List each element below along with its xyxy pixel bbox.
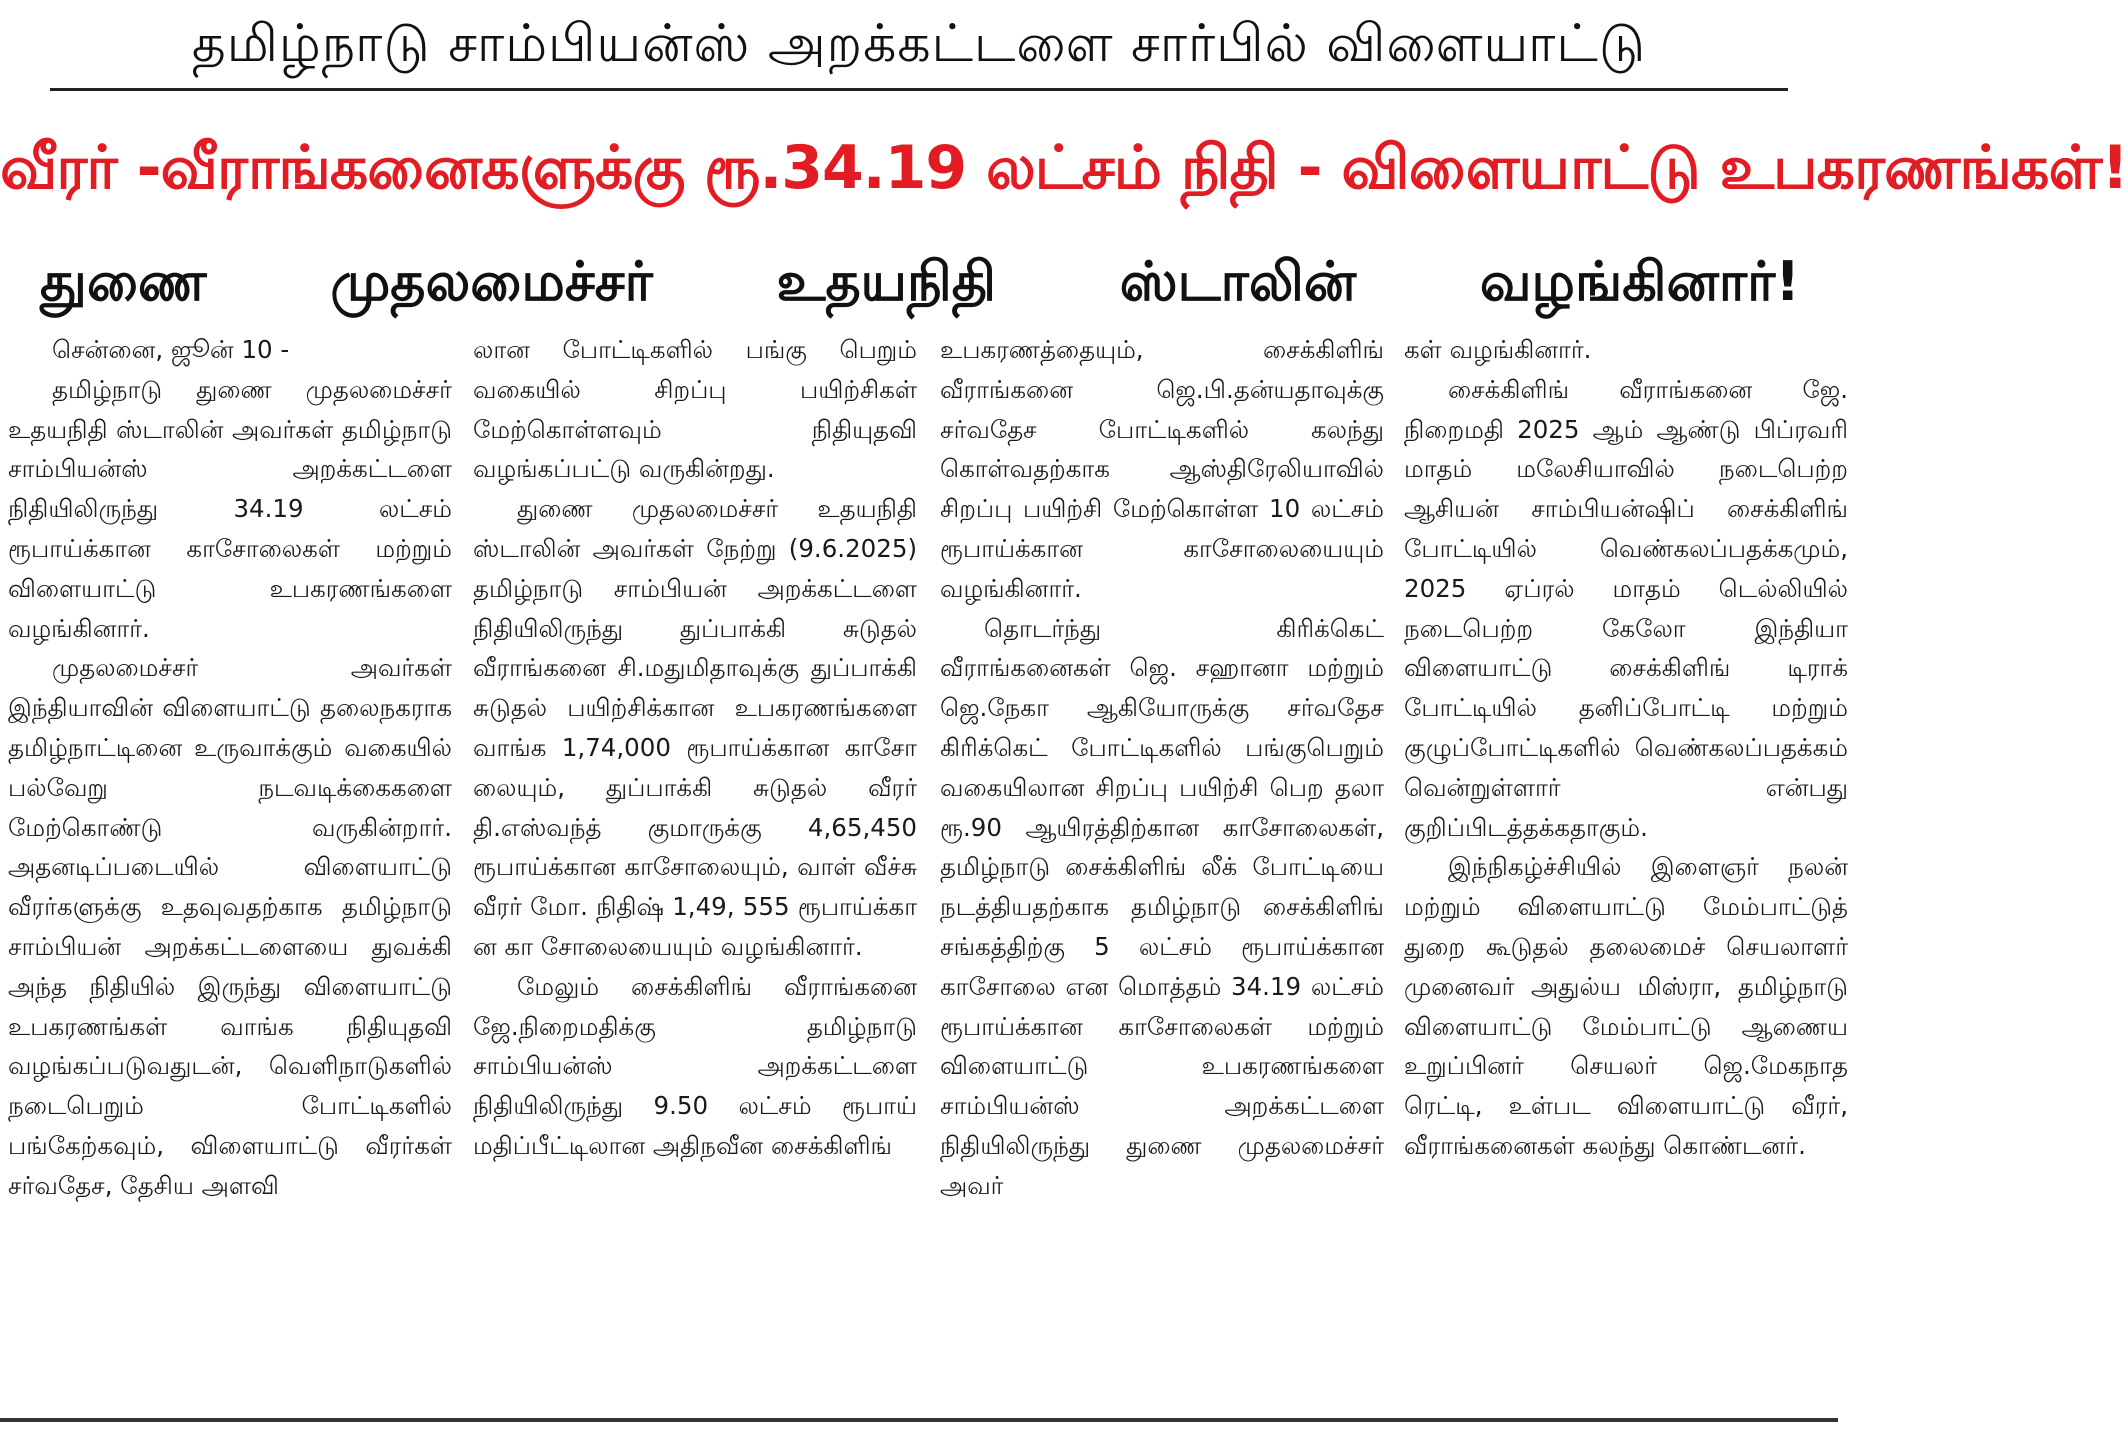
paragraph: இந்நிகழ்ச்சியில் இளைஞர் நலன் மற்றும் விளையாட்டு மேம்பாட்டுத் துறை கூடுதல் தலைமைச் செயலாளர் முனைவர் அதுல்ய மிஸ்ரா, தமிழ்நாடு விளையாட்டு மேம்பாட்டு ஆணைய உறுப்பினர் செயலர் ஜெ.மேகநாத ரெட்டி, உள்பட விளையாட்டு வீரர், வீராங்கனைகள் கலந்து கொண்டனர். bbox=[1404, 852, 1848, 1160]
paragraph: துணை முதலமைச்சர் உதயநிதி ஸ்டாலின் அவர்கள் நேற்று (9.6.2025) தமிழ்நாடு சாம்பியன் அறக்கட்டளை நிதியிலிருந்து துப்பாக்கி சுடுதல் வீராங்கனை சி.மதுமிதாவுக்கு துப்பாக்கி சுடுதல் பயிற்சிக்கான உபகரணங்களை வாங்க 1,74,000 ரூபாய்க்கான காசோ லையும், துப்பாக்கி சுடுதல் வீரர் தி.எஸ்வந்த் குமாருக்கு 4,65,450 ரூபாய்க்கான காசோலையும், வாள் வீச்சு வீரர் மோ. நிதிஷ் 1,49, 555 ரூபாய்க்கா ன கா சோலையையும் வழங்கினார். bbox=[473, 494, 917, 961]
subhead-word: முதலமைச்சர் bbox=[330, 250, 653, 313]
article-column-2 bbox=[473, 330, 917, 1400]
subhead-word: வழங்கினார்! bbox=[1479, 250, 1800, 313]
paragraph: மேலும் சைக்கிளிங் வீராங்கனை ஜே.நிறைமதிக்கு தமிழ்நாடு சாம்பியன்ஸ் அறக்கட்டளை நிதியிலிருந்து 9.50 லட்சம் ரூபாய் மதிப்பீட்டிலான அதிநவீன சைக்கிளிங் bbox=[473, 971, 917, 1160]
article-body bbox=[8, 330, 1848, 1400]
paragraph: லான போட்டிகளில் பங்கு பெறும் வகையில் சிறப்பு பயிற்சிகள் மேற்கொள்ளவும் நிதியுதவி வழங்கப்பட்டு வருகின்றது. bbox=[473, 335, 917, 484]
article-column-1 bbox=[8, 330, 452, 1400]
article-column-4 bbox=[1404, 330, 1848, 1400]
subhead-word: ஸ்டாலின் bbox=[1119, 250, 1357, 313]
paragraph: கள் வழங்கினார். bbox=[1404, 335, 1592, 364]
paragraph: முதலமைச்சர் அவர்கள் இந்தியாவின் விளையாட்டு தலைநகராக தமிழ்நாட்டினை உருவாக்கும் வகையில் பல்வேறு நடவடிக்கைகளை மேற்கொண்டு வருகின்றார். அதனடிப்படையில் விளையாட்டு வீரர்களுக்கு உதவுவதற்காக தமிழ்நாடு சாம்பியன் அறக்கட்டளையை துவக்கி அந்த நிதியில் இருந்து விளையாட்டு உபகரணங்கள் வாங்க நிதியுதவி வழங்கப்படுவதுடன், வெளிநாடுகளில் நடைபெறும் போட்டிகளில் பங்கேற்கவும், விளையாட்டு வீரர்கள் சர்வதேச, தேசிய அளவி bbox=[8, 653, 452, 1200]
paragraph: சைக்கிளிங் வீராங்கனை ஜே. நிறைமதி 2025 ஆம் ஆண்டு பிப்ரவரி மாதம் மலேசியாவில் நடைபெற்ற ஆசியன் சாம்பியன்ஷிப் சைக்கிளிங் போட்டியில் வெண்கலப்பதக்கமும், 2025 ஏப்ரல் மாதம் டெல்லியில் நடைபெற்ற கேலோ இந்தியா விளையாட்டு சைக்கிளிங் டிராக் போட்டியில் தனிப்போட்டி மற்றும் குழுப்போட்டிகளில் வெண்கலப்பதக்கம் வென்றுள்ளார் என்பது குறிப்பிடத்தக்கதாகும். bbox=[1404, 374, 1848, 842]
article-column-3 bbox=[940, 330, 1384, 1400]
top-divider bbox=[50, 88, 1788, 91]
subhead-word: துணை bbox=[40, 250, 207, 313]
paragraph: தமிழ்நாடு துணை முதலமைச்சர் உதயநிதி ஸ்டாலின் அவர்கள் தமிழ்நாடு சாம்பியன்ஸ் அறக்கட்டளை நிதியிலிருந்து 34.19 லட்சம் ரூபாய்க்கான காசோலைகள் மற்றும் விளையாட்டு உபகரணங்களை வழங்கினார். bbox=[8, 374, 452, 643]
subhead-word: உதயநிதி bbox=[776, 250, 996, 313]
dateline: சென்னை, ஜூன் 10 - bbox=[52, 335, 290, 364]
kicker-headline: தமிழ்நாடு சாம்பியன்ஸ் அறக்கட்டளை சார்பில் விளையாட்டு bbox=[191, 14, 1647, 74]
bottom-divider bbox=[0, 1418, 1838, 1422]
paragraph: உபகரணத்தையும், சைக்கிளிங் வீராங்கனை ஜெ.பி.தன்யதாவுக்கு சர்வதேச போட்டிகளில் கலந்து கொள்வதற்காக ஆஸ்திரேலியாவில் சிறப்பு பயிற்சி மேற்கொள்ள 10 லட்சம் ரூபாய்க்கான காசோலையையும் வழங்கினார். bbox=[940, 335, 1384, 603]
main-headline: வீரர் -வீராங்கனைகளுக்கு ரூ.34.19 லட்சம் நிதி - விளையாட்டு உபகரணங்கள்! bbox=[0, 133, 2128, 203]
paragraph: தொடர்ந்து கிரிக்கெட் வீராங்கனைகள் ஜெ. சஹானா மற்றும் ஜெ.நேகா ஆகியோருக்கு சர்வதேச கிரிக்கெட் போட்டிகளில் பங்குபெறும் வகையிலான சிறப்பு பயிற்சி பெற தலா ரூ.90 ஆயிரத்திற்கான காசோலைகள், தமிழ்நாடு சைக்கிளிங் லீக் போட்டியை நடத்தியதற்காக தமிழ்நாடு சைக்கிளிங் சங்கத்திற்கு 5 லட்சம் ரூபாய்க்கான காசோலை என மொத்தம் 34.19 லட்சம் ரூபாய்க்கான காசோலைகள் மற்றும் விளையாட்டு உபகரணங்களை சாம்பியன்ஸ் அறக்கட்டளை நிதியிலிருந்து துணை முதலமைச்சர் அவர் bbox=[940, 613, 1384, 1200]
subheadline bbox=[40, 240, 1800, 324]
